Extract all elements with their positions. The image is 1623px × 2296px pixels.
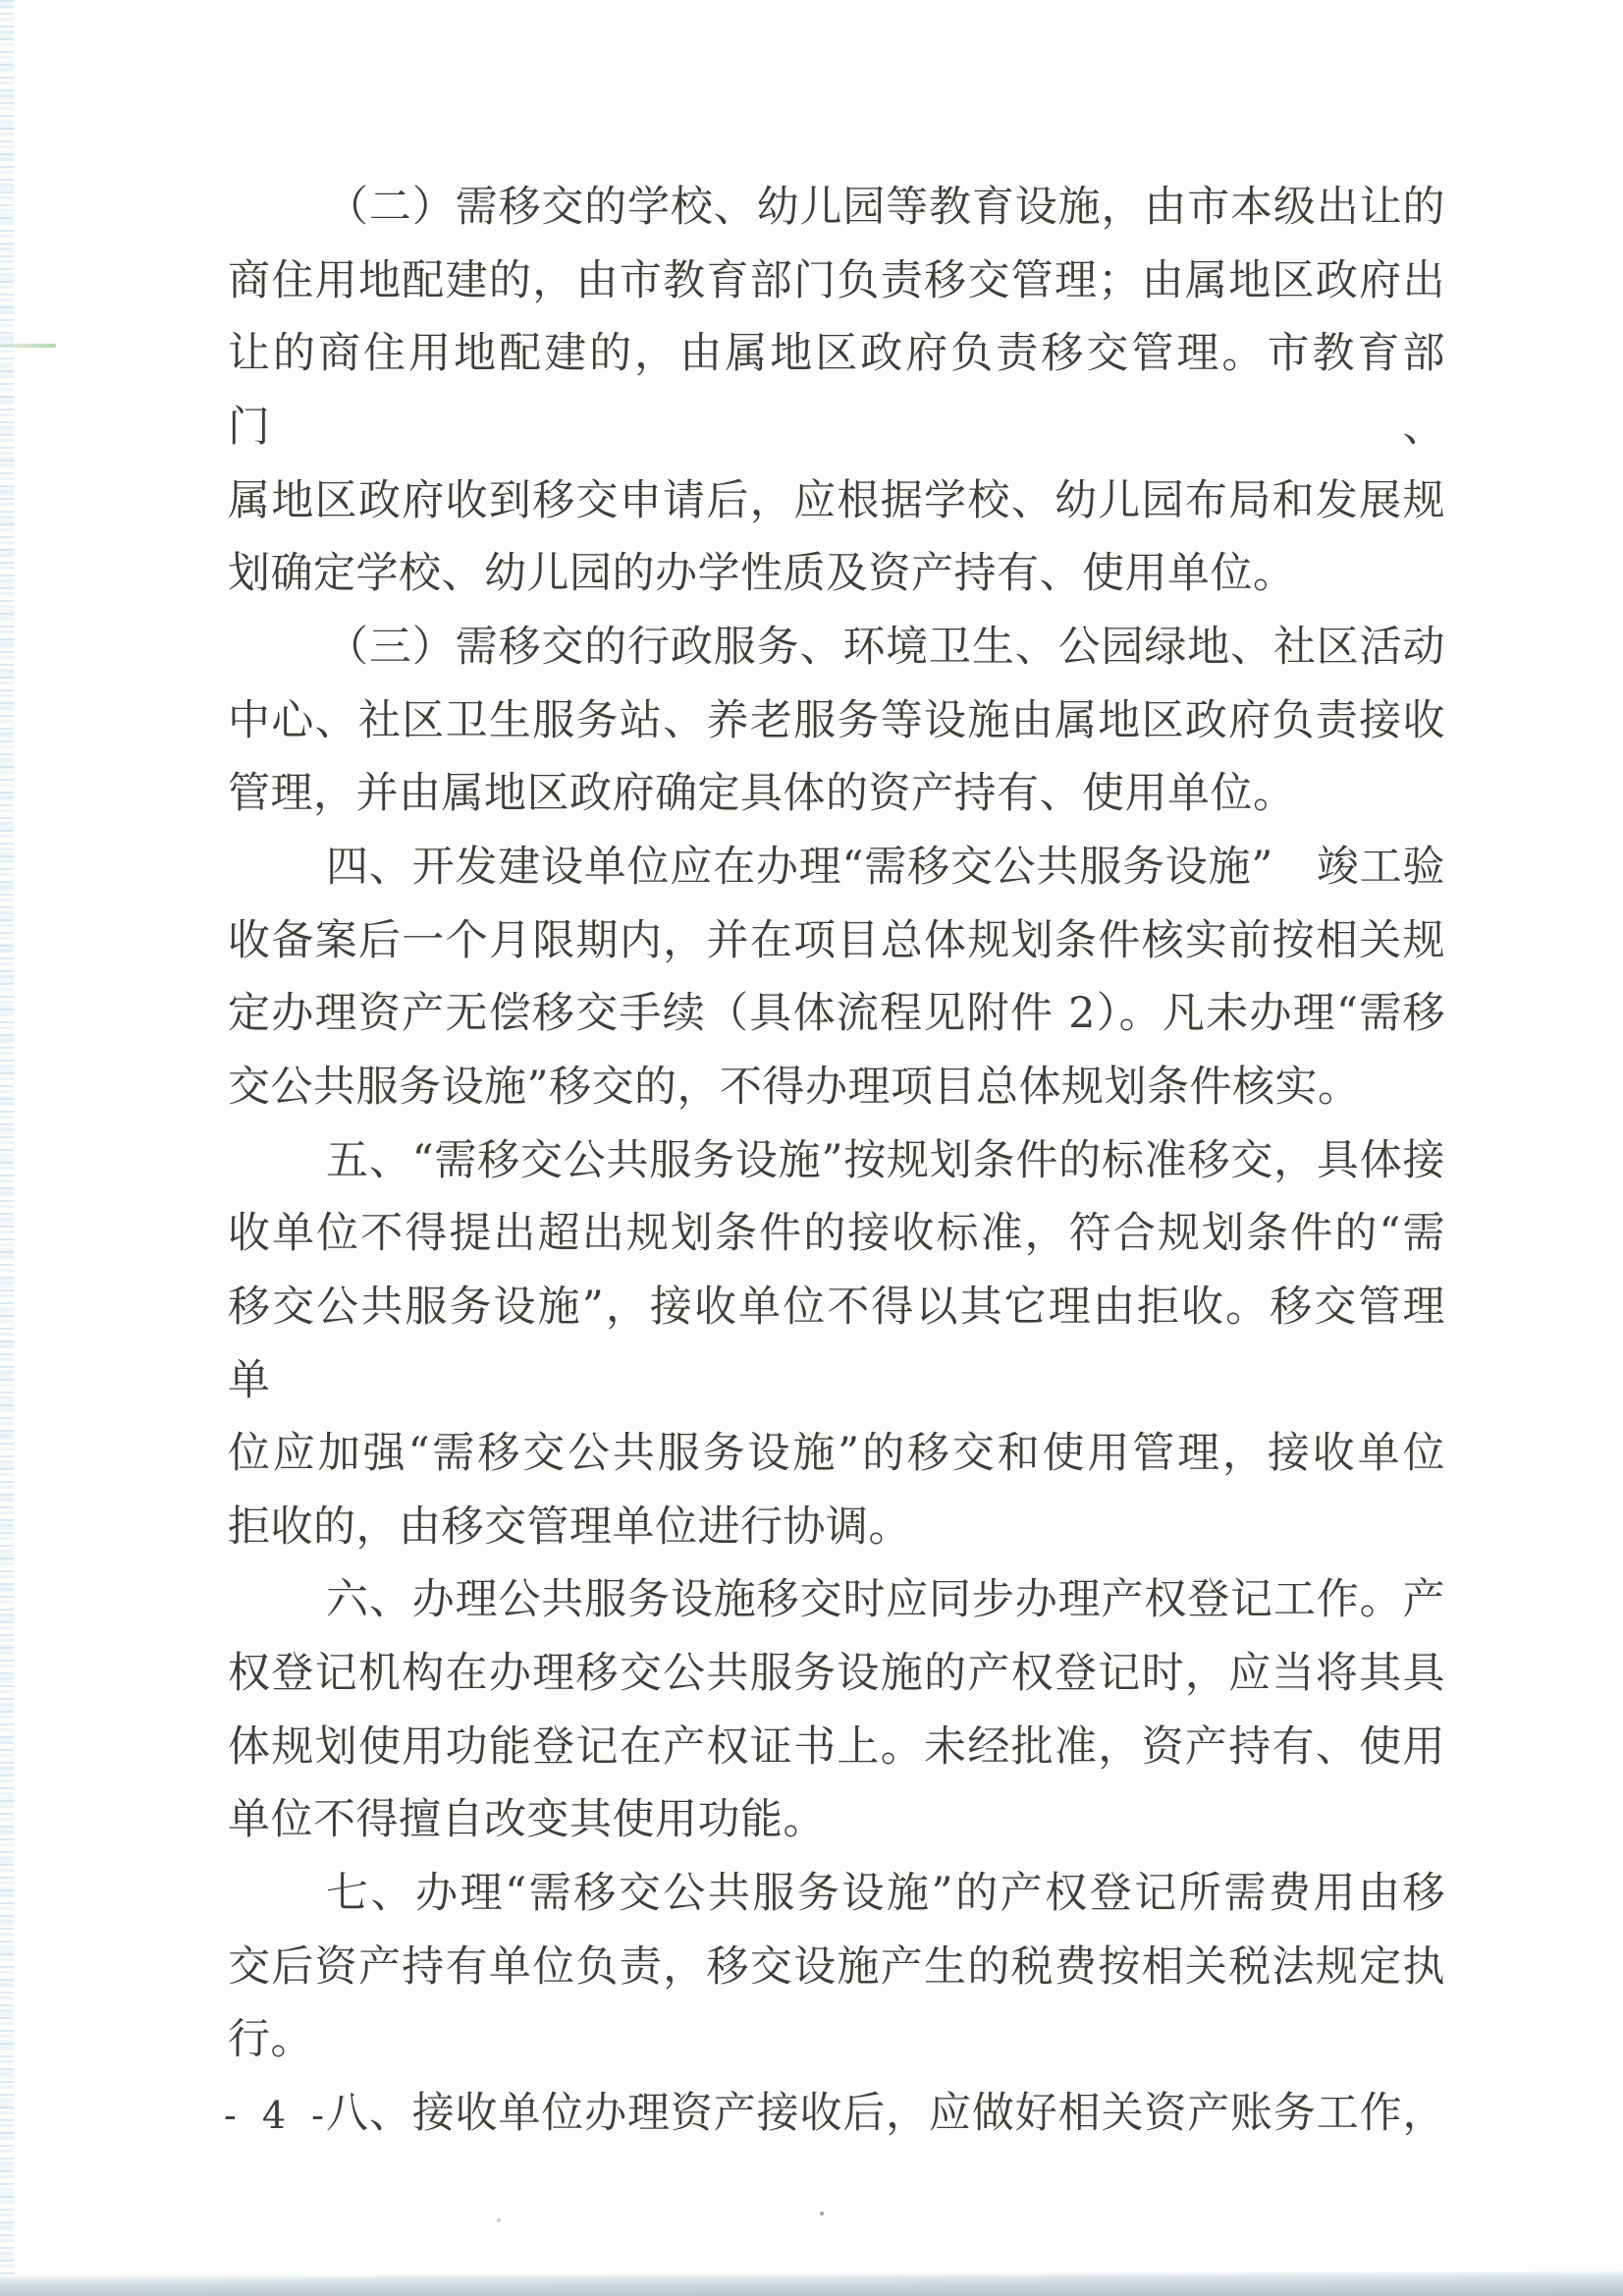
text-line: 六、办理公共服务设施移交时应同步办理产权登记工作。产 (326, 1575, 1445, 1625)
text-line: 划确定学校、幼儿园的办学性质及资产持有、使用单位。 (228, 549, 1296, 599)
text-line: 权登记机构在办理移交公共服务设施的产权登记时，应当将其具 (228, 1649, 1445, 1699)
text-line: 中心、社区卫生服务站、养老服务等设施由属地区政府负责接收 (228, 695, 1445, 745)
page-number: - 4 - (224, 2094, 332, 2137)
scan-artifact-green-mark (0, 344, 56, 348)
text-line: 让的商住用地配建的，由属地区政府负责移交管理。市教育部门、 (228, 329, 1445, 452)
scan-artifact-speck (820, 2212, 824, 2215)
text-line: 体规划使用功能登记在产权证书上。未经批准，资产持有、使用 (228, 1722, 1445, 1772)
text-line: 商住用地配建的，由市教育部门负责移交管理；由属地区政府出 (228, 255, 1445, 305)
text-line: 拒收的，由移交管理单位进行协调。 (228, 1502, 911, 1552)
text-line: 单位不得擅自改变其使用功能。 (228, 1795, 826, 1845)
text-line: 管理，并由属地区政府确定具体的资产持有、使用单位。 (228, 769, 1296, 819)
scan-artifact-speck (497, 2218, 501, 2222)
text-line: 行。 (228, 2015, 313, 2065)
text-line: 八、接收单位办理资产接收后，应做好相关资产账务工作， (326, 2089, 1445, 2139)
text-line: 移交公共服务设施”，接收单位不得以其它理由拒收。移交管理单 (228, 1282, 1445, 1405)
text-line: 交公共服务设施”移交的，不得办理项目总体规划条件核实。 (228, 1062, 1361, 1112)
text-line: 五、“需移交公共服务设施”按规划条件的标准移交，具体接 (326, 1135, 1445, 1185)
text-line: （三）需移交的行政服务、环境卫生、公园绿地、社区活动 (326, 622, 1445, 672)
text-line: 七、办理“需移交公共服务设施”的产权登记所需费用由移 (326, 1869, 1445, 1919)
text-line: 收单位不得提出超出规划条件的接收标准，符合规划条件的“需 (228, 1209, 1445, 1259)
text-line: 定办理资产无偿移交手续（具体流程见附件 2）。凡未办理“需移 (228, 989, 1445, 1039)
text-line: 属地区政府收到移交申请后，应根据学校、幼儿园布局和发展规 (228, 475, 1445, 525)
text-line: 四、开发建设单位应在办理“需移交公共服务设施” 竣工验 (326, 842, 1445, 892)
document-body (228, 171, 1445, 2151)
text-line: 收备案后一个月限期内，并在项目总体规划条件核实前按相关规 (228, 915, 1445, 965)
text-line: 位应加强“需移交公共服务设施”的移交和使用管理，接收单位 (228, 1429, 1445, 1479)
text-line: 交后资产持有单位负责，移交设施产生的税费按相关税法规定执 (228, 1941, 1445, 1992)
scan-band-bottom-artifact (0, 2270, 1623, 2296)
text-line: （二）需移交的学校、幼儿园等教育设施，由市本级出让的 (326, 183, 1445, 232)
